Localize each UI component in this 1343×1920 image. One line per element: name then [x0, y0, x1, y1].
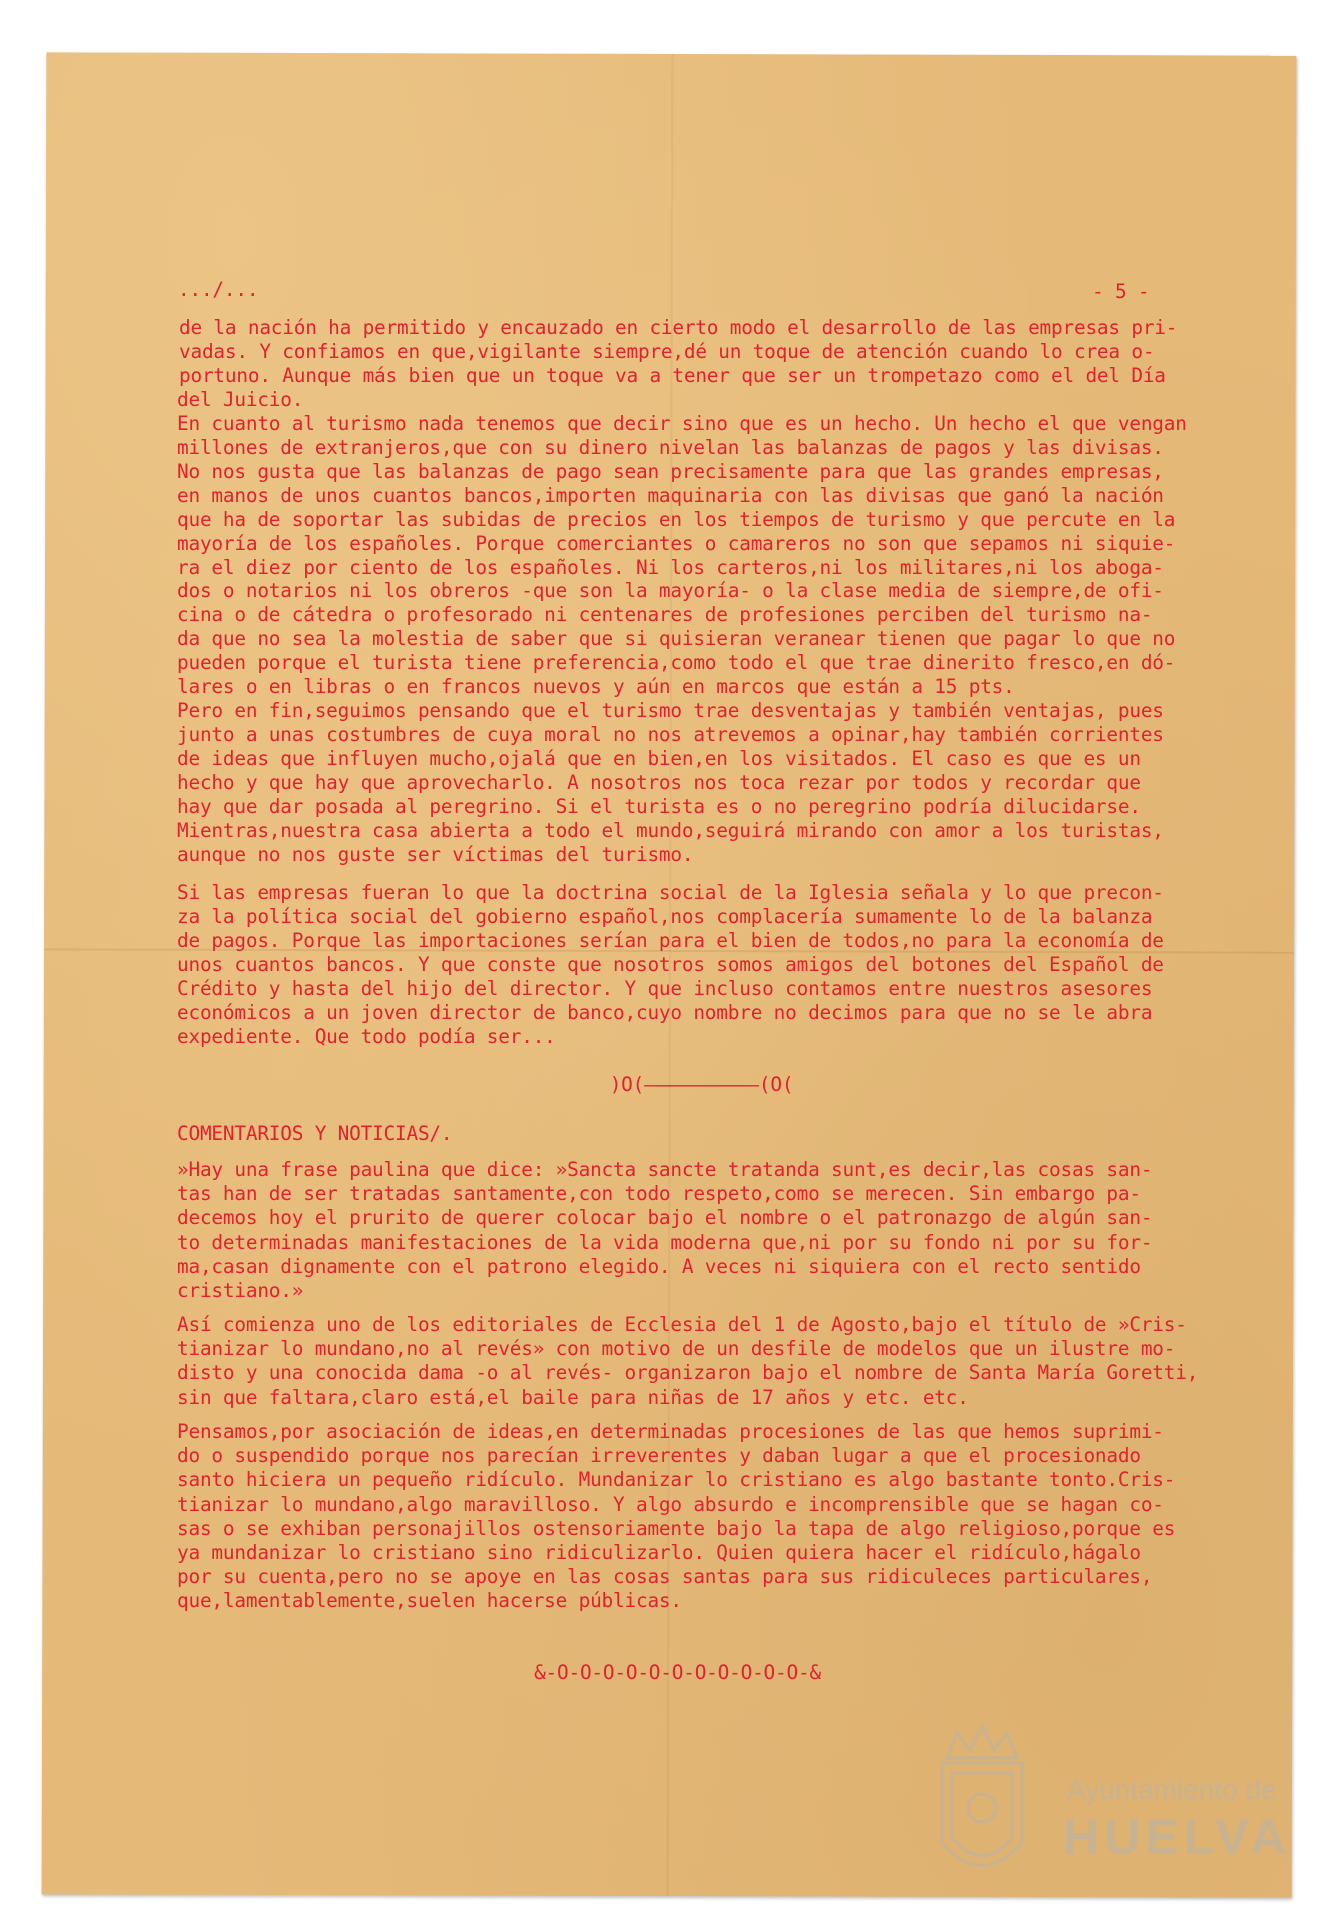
body-line: hay que dar posada al peregrino. Si el turista es o no peregrino podría dilucidarse. [177, 795, 1141, 818]
body-line: Pero en fin,seguimos pensando que el turismo trae desventajas y también ventajas, pues [177, 699, 1164, 722]
body-line: que ha de soportar las subidas de precios en los tiempos de turismo y que percute en la [177, 508, 1176, 531]
body-line: En cuanto al turismo nada tenemos que decir sino que es un hecho. Un hecho el que vengan [177, 412, 1187, 435]
paragraph2-line: sin que faltara,claro está,el baile para niñas de 17 años y etc. etc. [177, 1385, 969, 1409]
quote-line: to determinadas manifestaciones de la vida moderna que,ni por su fondo ni por su for- [177, 1230, 1153, 1254]
closing-separator: &-O-O-O-O-O-O-O-O-O-O-O-& [534, 1661, 821, 1684]
paragraph3-line: Pensamos,por asociación de ideas,en determinadas procesiones de las que hemos suprimi- [177, 1420, 1164, 1443]
watermark-line1: Ayuntamiento de [1067, 1774, 1277, 1805]
body-line: Crédito y hasta del hijo del director. Y que incluso contamos entre nuestros asesores [177, 977, 1153, 1000]
body-line: junto a unas costumbres de cuya moral no nos atrevemos a opinar,hay también corrientes [177, 723, 1164, 746]
paragraph3-line: por su cuenta,pero no se apoye en las cosas santas para sus ridiculeces particulares, [177, 1565, 1153, 1589]
watermark-line2: HUELVA [1063, 1809, 1292, 1865]
body-line: pueden porque el turista tiene preferencia,como todo el que trae dinerito fresco,en dó- [177, 651, 1176, 674]
body-line: vadas. Y confiamos en que,vigilante siempre,dé un toque de atención cuando lo crea o- [179, 340, 1155, 363]
paragraph3-line: ya mundanizar lo cristiano sino ridiculizarlo. Quien quiera hacer el ridículo,hágalo [177, 1541, 1141, 1564]
body-line: portuno. Aunque más bien que un toque va a tener que ser un trompetazo como el del Día [179, 364, 1166, 387]
paragraph3-line: santo hiciera un pequeño ridículo. Mundanizar lo cristiano es algo bastante tonto.Cris- [177, 1468, 1176, 1492]
crest-icon [922, 1718, 1042, 1898]
body-line: cina o de cátedra o profesorado ni centenares de profesiones perciben del turismo na- [177, 603, 1153, 626]
quote-line: decemos hoy el prurito de querer colocar bajo el nombre o el patronazgo de algún san- [177, 1206, 1153, 1230]
quote-line: tas han de ser tratadas santamente,con todo respeto,como se merecen. Sin embargo pa- [177, 1182, 1141, 1206]
continuation-marker: .../... [178, 278, 259, 301]
body-line: de la nación ha permitido y encauzado en cierto modo el desarrollo de las empresas pri- [179, 316, 1178, 339]
body-line: hecho y que hay que aprovecharlo. A nosotros nos toca rezar por todos y recordar que [177, 771, 1141, 794]
body-line: Mientras,nuestra casa abierta a todo el mundo,seguirá mirando con amor a los turistas, [177, 819, 1164, 842]
paragraph3-line: do o suspendido porque nos parecían irreverentes y daban lugar a que el procesionado [177, 1444, 1141, 1468]
paragraph3-line: sas o se exhiban personajillos ostensoriamente bajo la tapa de algo religioso,porque es [177, 1516, 1176, 1540]
quote-line: ma,casan dignamente con el patrono elegido. A veces ni siquiera con el recto sentido [177, 1254, 1141, 1278]
body-line: de pagos. Porque las importaciones serían para el bien de todos,no para la economía de [177, 929, 1164, 952]
body-line: aunque no nos guste ser víctimas del turismo. [177, 843, 694, 866]
separator-line: )O(——————————(O( [609, 1073, 794, 1096]
paragraph2-line: Así comienza uno de los editoriales de Ecclesia del 1 de Agosto,bajo el título de »Cris- [177, 1313, 1187, 1336]
watermark [922, 1718, 1292, 1898]
section-title: COMENTARIOS Y NOTICIAS/. [177, 1122, 453, 1145]
paragraph2-line: disto y una conocida dama -o al revés- organizaron bajo el nombre de Santa María Goretti, [177, 1361, 1199, 1385]
body-line: No nos gusta que las balanzas de pago sean precisamente para que las grandes empresas, [177, 460, 1164, 483]
page-number: - 5 - [1092, 280, 1150, 303]
body-line: Si las empresas fueran lo que la doctrina social de la Iglesia señala y lo que precon- [177, 881, 1164, 904]
paragraph3-line: que,lamentablemente,suelen hacerse públicas. [177, 1589, 682, 1613]
paragraph2-line: tianizar lo mundano,no al revés» con motivo de un desfile de modelos que un ilustre mo- [177, 1337, 1176, 1361]
body-line: de ideas que influyen mucho,ojalá que en bien,en los visitados. El caso es que es un [177, 747, 1141, 770]
quote-line: cristiano.» [177, 1279, 304, 1302]
body-line: unos cuantos bancos. Y que conste que nosotros somos amigos del botones del Español de [177, 953, 1164, 976]
paragraph3-line: tianizar lo mundano,algo maravilloso. Y algo absurdo e incomprensible que se hagan co- [177, 1492, 1164, 1516]
body-line: dos o notarios ni los obreros -que son la mayoría- o la clase media de siempre,de ofi- [177, 579, 1164, 602]
body-line: da que no sea la molestia de saber que si quisieran veranear tienen que pagar lo que no [177, 627, 1176, 650]
body-line: millones de extranjeros,que con su dinero nivelan las balanzas de pagos y las divisas. [177, 436, 1164, 459]
body-line: lares o en libras o en francos nuevos y aún en marcos que están a 15 pts. [177, 675, 1015, 698]
body-line: ra el diez por ciento de los españoles. Ni los carteros,ni los militares,ni los aboga- [177, 556, 1164, 579]
quote-line: »Hay una frase paulina que dice: »Sancta sancte tratanda sunt,es decir,las cosas san- [177, 1158, 1153, 1181]
body-line: económicos a un joven director de banco,cuyo nombre no decimos para que no se le abra [177, 1001, 1153, 1024]
body-line: mayoría de los españoles. Porque comerciantes o camareros no son que sepamos ni siquie- [177, 532, 1176, 555]
body-line: za la política social del gobierno español,nos complacería sumamente lo de la balanza [177, 905, 1153, 928]
body-line: del Juicio. [177, 388, 304, 411]
body-line: expediente. Que todo podía ser... [177, 1025, 556, 1048]
body-line: en manos de unos cuantos bancos,importen maquinaria con las divisas que ganó la nación [177, 484, 1164, 507]
